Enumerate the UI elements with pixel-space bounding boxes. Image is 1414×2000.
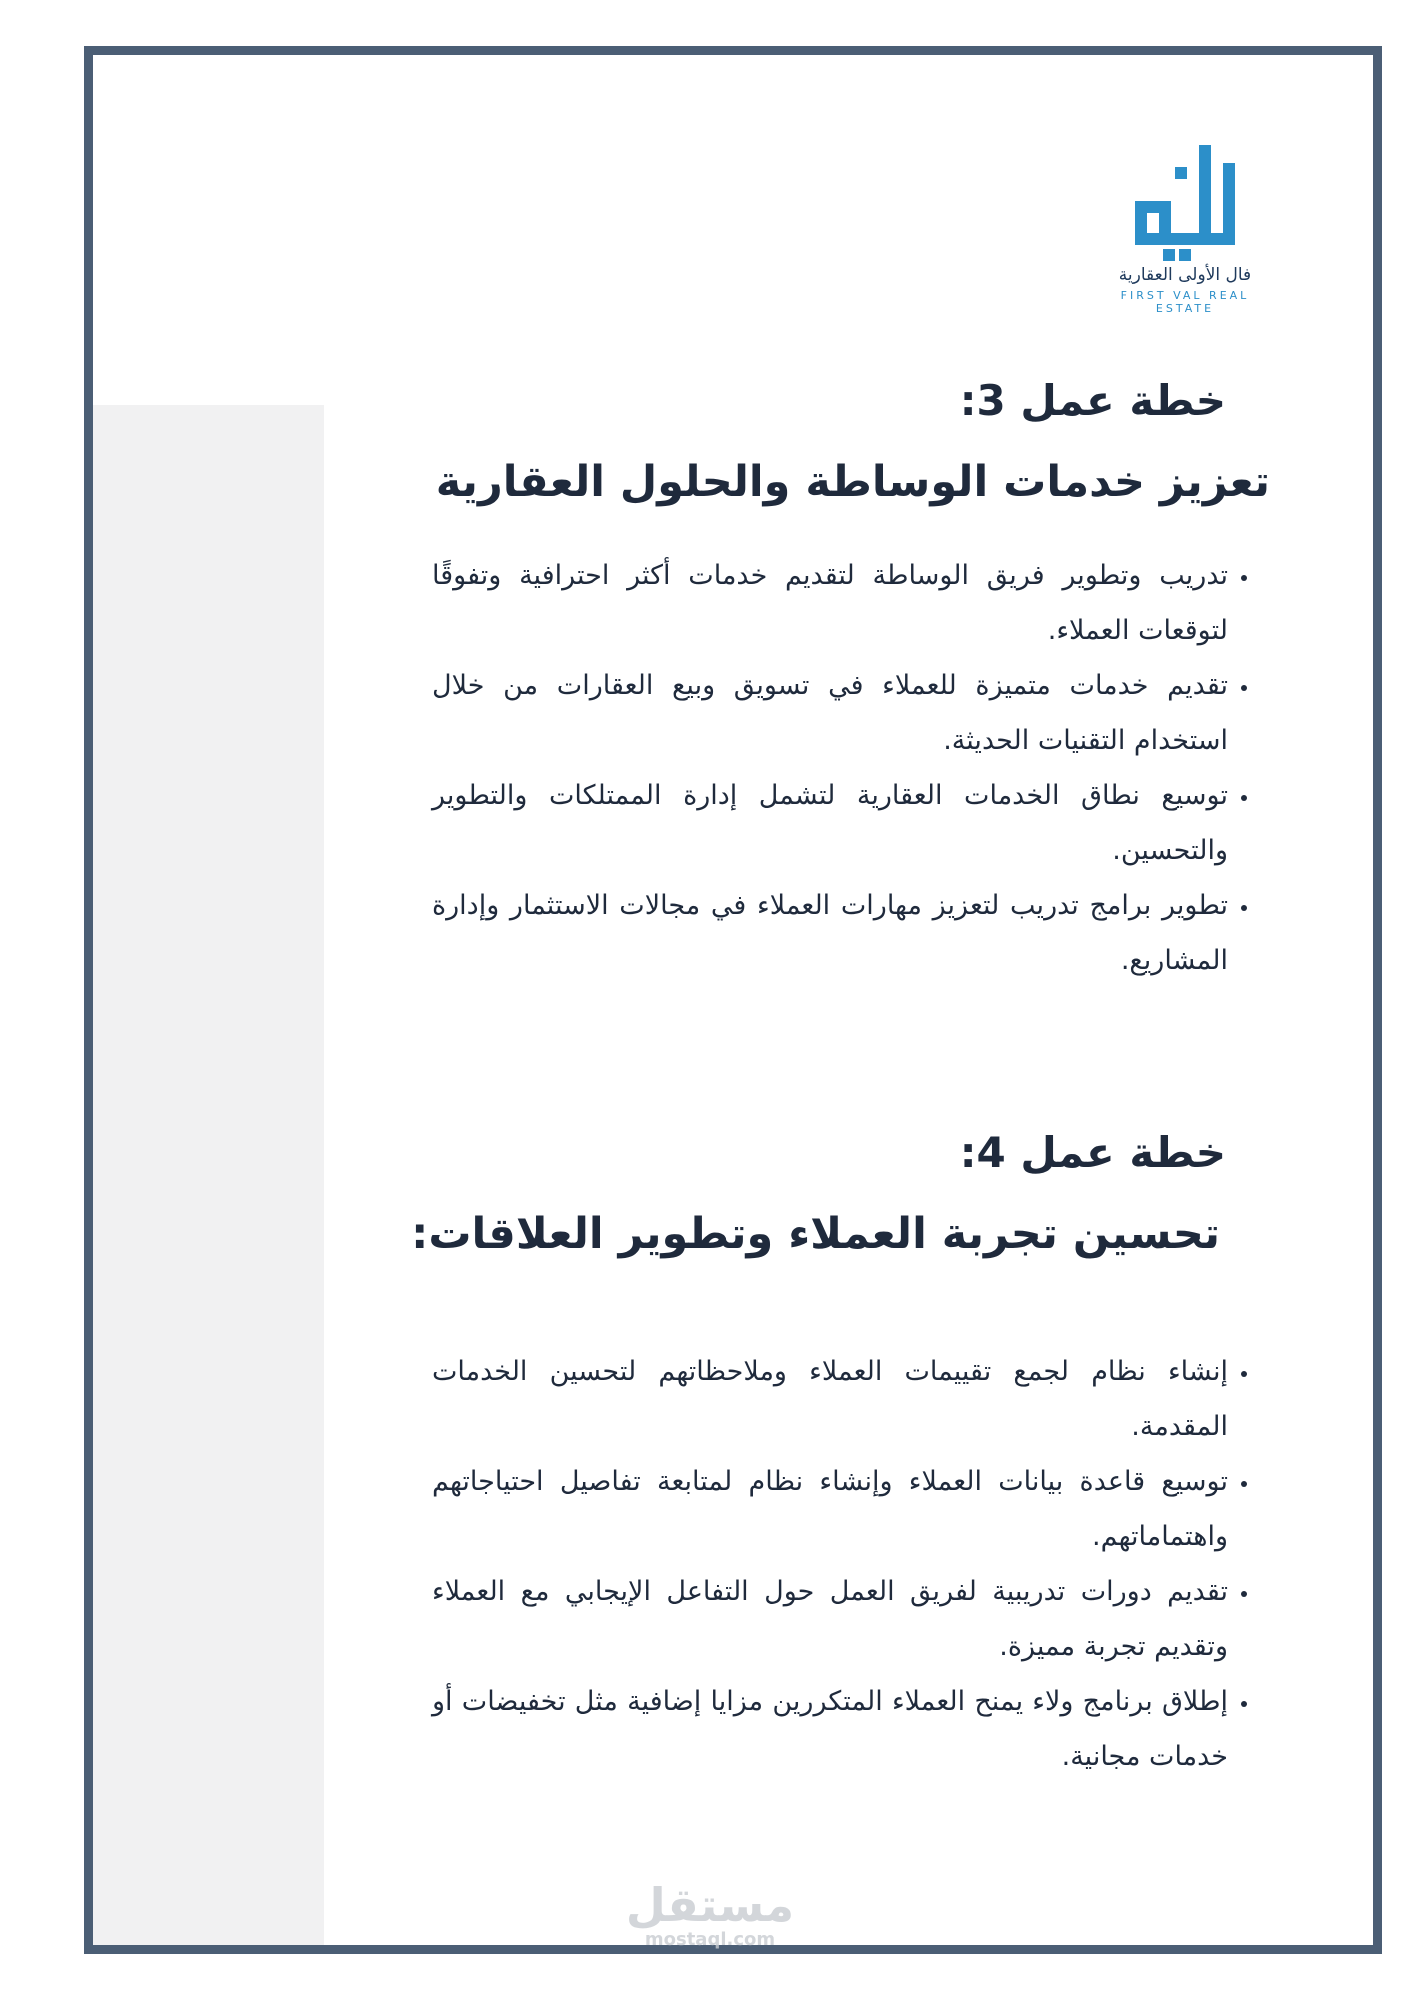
logo-mark-icon bbox=[1127, 145, 1243, 263]
list-item: • تقديم خدمات متميزة للعملاء في تسويق وبيع العقارات من خلال استخدام التقنيات الحديثة. bbox=[432, 658, 1228, 768]
watermark bbox=[600, 1880, 820, 1950]
brand-logo bbox=[1090, 145, 1280, 335]
brand-name-arabic: فال الأولى العقارية bbox=[1118, 265, 1252, 285]
action-plan-4 bbox=[370, 1122, 1270, 1784]
plan-3-subtitle: تعزيز خدمات الوساطة والحلول العقارية bbox=[435, 457, 1270, 507]
list-item: • توسيع نطاق الخدمات العقارية لتشمل إدارة الممتلكات والتطوير والتحسين. bbox=[432, 768, 1228, 878]
side-panel bbox=[93, 405, 324, 1945]
plan-4-title: خطة عمل 4: bbox=[959, 1128, 1226, 1177]
list-item: • إطلاق برنامج ولاء يمنح العملاء المتكررين مزايا إضافية مثل تخفيضات أو خدمات مجانية. bbox=[432, 1674, 1228, 1784]
list-item: • إنشاء نظام لجمع تقييمات العملاء وملاحظاتهم لتحسين الخدمات المقدمة. bbox=[432, 1344, 1228, 1454]
watermark-english: mostaql.com bbox=[644, 1929, 776, 1950]
plan-3-title: خطة عمل 3: bbox=[959, 376, 1226, 425]
brand-name-english: FIRST VAL REAL ESTATE bbox=[1120, 289, 1250, 315]
plan-4-list bbox=[432, 1344, 1270, 1784]
plan-4-subtitle: تحسين تجربة العملاء وتطوير العلاقات: bbox=[411, 1209, 1220, 1259]
list-item: • توسيع قاعدة بيانات العملاء وإنشاء نظام لمتابعة تفاصيل احتياجاتهم واهتماماتهم. bbox=[432, 1454, 1228, 1564]
action-plan-3 bbox=[370, 370, 1270, 988]
plan-3-list bbox=[432, 548, 1270, 988]
watermark-arabic: مستقل bbox=[625, 1878, 795, 1932]
list-item: • تدريب وتطوير فريق الوساطة لتقديم خدمات أكثر احترافية وتفوقًا لتوقعات العملاء. bbox=[432, 548, 1228, 658]
list-item: • تقديم دورات تدريبية لفريق العمل حول التفاعل الإيجابي مع العملاء وتقديم تجربة مميزة. bbox=[432, 1564, 1228, 1674]
list-item: • تطوير برامج تدريب لتعزيز مهارات العملاء في مجالات الاستثمار وإدارة المشاريع. bbox=[432, 878, 1228, 988]
